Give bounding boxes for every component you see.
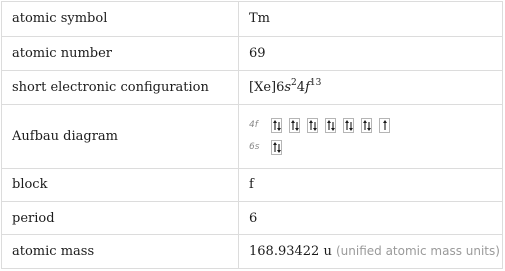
row-label: period — [2, 201, 239, 234]
orbital-box — [271, 140, 282, 155]
properties-table — [2, 2, 502, 268]
row-value: f — [239, 168, 503, 201]
orbital-box — [289, 118, 300, 133]
mass-unit-name: (unified atomic mass units) — [335, 244, 500, 259]
config-n2: 4 — [296, 80, 306, 96]
orbital-box — [379, 118, 390, 133]
row-label: block — [2, 168, 239, 201]
row-label: atomic symbol — [2, 2, 239, 36]
orbital-box — [343, 118, 354, 133]
orbital-box — [271, 118, 282, 133]
row-label: short electronic configuration — [2, 71, 239, 105]
config-sub2: f — [305, 80, 310, 96]
spin-down-arrow-icon — [349, 120, 353, 131]
config-core: [Xe] — [249, 80, 277, 96]
config-sup1: 2 — [291, 77, 297, 88]
spin-down-arrow-icon — [367, 120, 371, 131]
orbital-boxes — [271, 140, 289, 155]
table-row — [2, 71, 502, 105]
row-label: atomic number — [2, 36, 239, 70]
orbital-box — [307, 118, 318, 133]
electronic-configuration — [239, 71, 503, 105]
orbital-box — [361, 118, 372, 133]
table-row — [2, 235, 502, 268]
spin-down-arrow-icon — [277, 142, 281, 153]
element-properties-panel — [1, 1, 503, 269]
row-value: 69 — [239, 36, 503, 70]
atomic-mass-value — [239, 235, 503, 268]
row-label: Aufbau diagram — [2, 105, 239, 168]
orbital-row-6s — [249, 136, 492, 158]
spin-down-arrow-icon — [313, 120, 317, 131]
table-row — [2, 201, 502, 234]
orbital-row-4f — [249, 114, 492, 136]
orbital-boxes — [271, 118, 397, 133]
row-label: atomic mass — [2, 235, 239, 268]
aufbau-diagram — [239, 105, 503, 168]
spin-down-arrow-icon — [331, 120, 335, 131]
mass-number: 168.93422 — [249, 244, 320, 260]
table-row — [2, 36, 502, 70]
config-n1: 6 — [276, 80, 285, 96]
row-value: 6 — [239, 201, 503, 234]
table-row — [2, 168, 502, 201]
row-value: Tm — [239, 2, 503, 36]
orbital-label: 6s — [249, 142, 260, 153]
spin-down-arrow-icon — [277, 120, 281, 131]
orbital-label: 4f — [249, 120, 258, 131]
mass-unit-symbol: u — [323, 244, 332, 260]
spin-down-arrow-icon — [295, 120, 299, 131]
orbital-box — [325, 118, 336, 133]
spin-up-arrow-icon — [383, 120, 387, 131]
config-sub1: s — [284, 80, 292, 96]
config-sup2: 13 — [309, 77, 322, 88]
table-row — [2, 2, 502, 36]
table-row — [2, 105, 502, 168]
